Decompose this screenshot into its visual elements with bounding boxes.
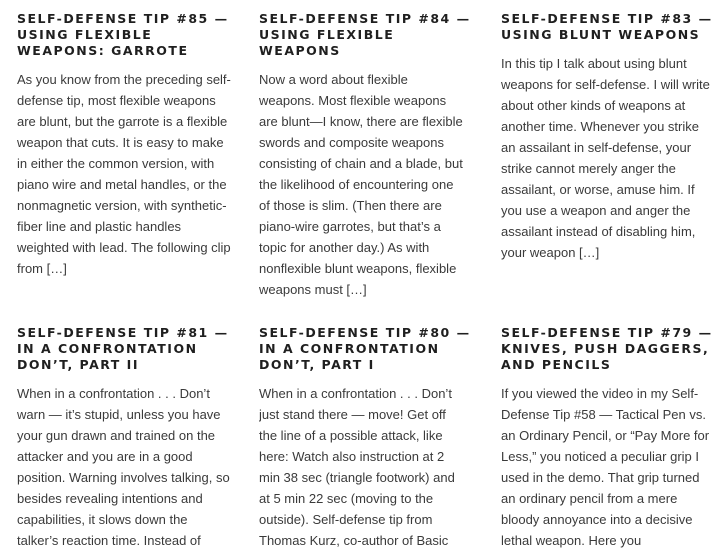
post-tip-80 xyxy=(259,325,473,551)
post-tip-83 xyxy=(501,11,715,263)
post-excerpt: If you viewed the video in my Self-Defense Tip #58 — Tactical Pen vs. an Ordinary Pencil, or “Pay More for Less,” you noticed a peculiar grip I used in the demo. That grip turned an ordinary pencil from a mere bloody annoyance into a decisive lethal weapon. Here you xyxy=(501,386,710,548)
post-title-link[interactable]: SELF-DEFENSE TIP #81 — IN A CONFRONTATION DON’T, PART II xyxy=(17,325,229,372)
post-excerpt: As you know from the preceding self-defense tip, most flexible weapons are blunt, but the garrote is a flexible weapon that cuts. It is easy to make in either the common version, with piano wire and metal handles, or the nonmagnetic version, with synthetic-fiber line and plastic handles weighted with lead. The following clip from […] xyxy=(17,72,231,276)
post-title-link[interactable]: SELF-DEFENSE TIP #79 — KNIVES, PUSH DAGGERS, AND PENCILS xyxy=(501,325,713,372)
post-tip-85 xyxy=(17,11,231,279)
post-excerpt: When in a confrontation . . . Don’t warn — it’s stupid, unless you have your gun drawn and trained on the attacker and you are in a good position. Warning involves talking, so besides revealing intentions and capabilities, it slows down the talker’s reaction time. Instead of xyxy=(17,386,230,548)
post-title-link[interactable]: SELF-DEFENSE TIP #80 — IN A CONFRONTATION DON’T, PART I xyxy=(259,325,471,372)
post-title-link[interactable]: SELF-DEFENSE TIP #84 — USING FLEXIBLE WEAPONS xyxy=(259,11,471,58)
post-excerpt: In this tip I talk about using blunt weapons for self-defense. I will write about other kinds of weapons at another time. Whenever you strike an assailant in self-defense, your strike cannot merely anger the assailant, or worse, amuse him. If you use a weapon and anger the assailant instead of disabling him, your weapon […] xyxy=(501,56,710,260)
post-excerpt: When in a confrontation . . . Don’t just stand there — move! Get off the line of a possible attack, like here: Watch also instruction at 2 min 38 sec (triangle footwork) and at 5 min 22 sec (moving to the outside). Self-defense tip from Thomas Kurz, co-author of Basic xyxy=(259,386,455,548)
post-title-link[interactable]: SELF-DEFENSE TIP #85 — USING FLEXIBLE WEAPONS: GARROTE xyxy=(17,11,229,58)
post-title-link[interactable]: SELF-DEFENSE TIP #83 — USING BLUNT WEAPONS xyxy=(501,11,713,42)
post-tip-84 xyxy=(259,11,473,300)
post-tip-79 xyxy=(501,325,715,551)
post-excerpt: Now a word about flexible weapons. Most flexible weapons are blunt—I know, there are flexible swords and composite weapons consisting of chain and a blade, but the likelihood of encountering one of those is slim. (Then there are piano-wire garrotes, but that’s a topic for another day.) As with nonflexible blunt weapons, flexible weapons must […] xyxy=(259,72,463,297)
post-tip-81 xyxy=(17,325,231,551)
